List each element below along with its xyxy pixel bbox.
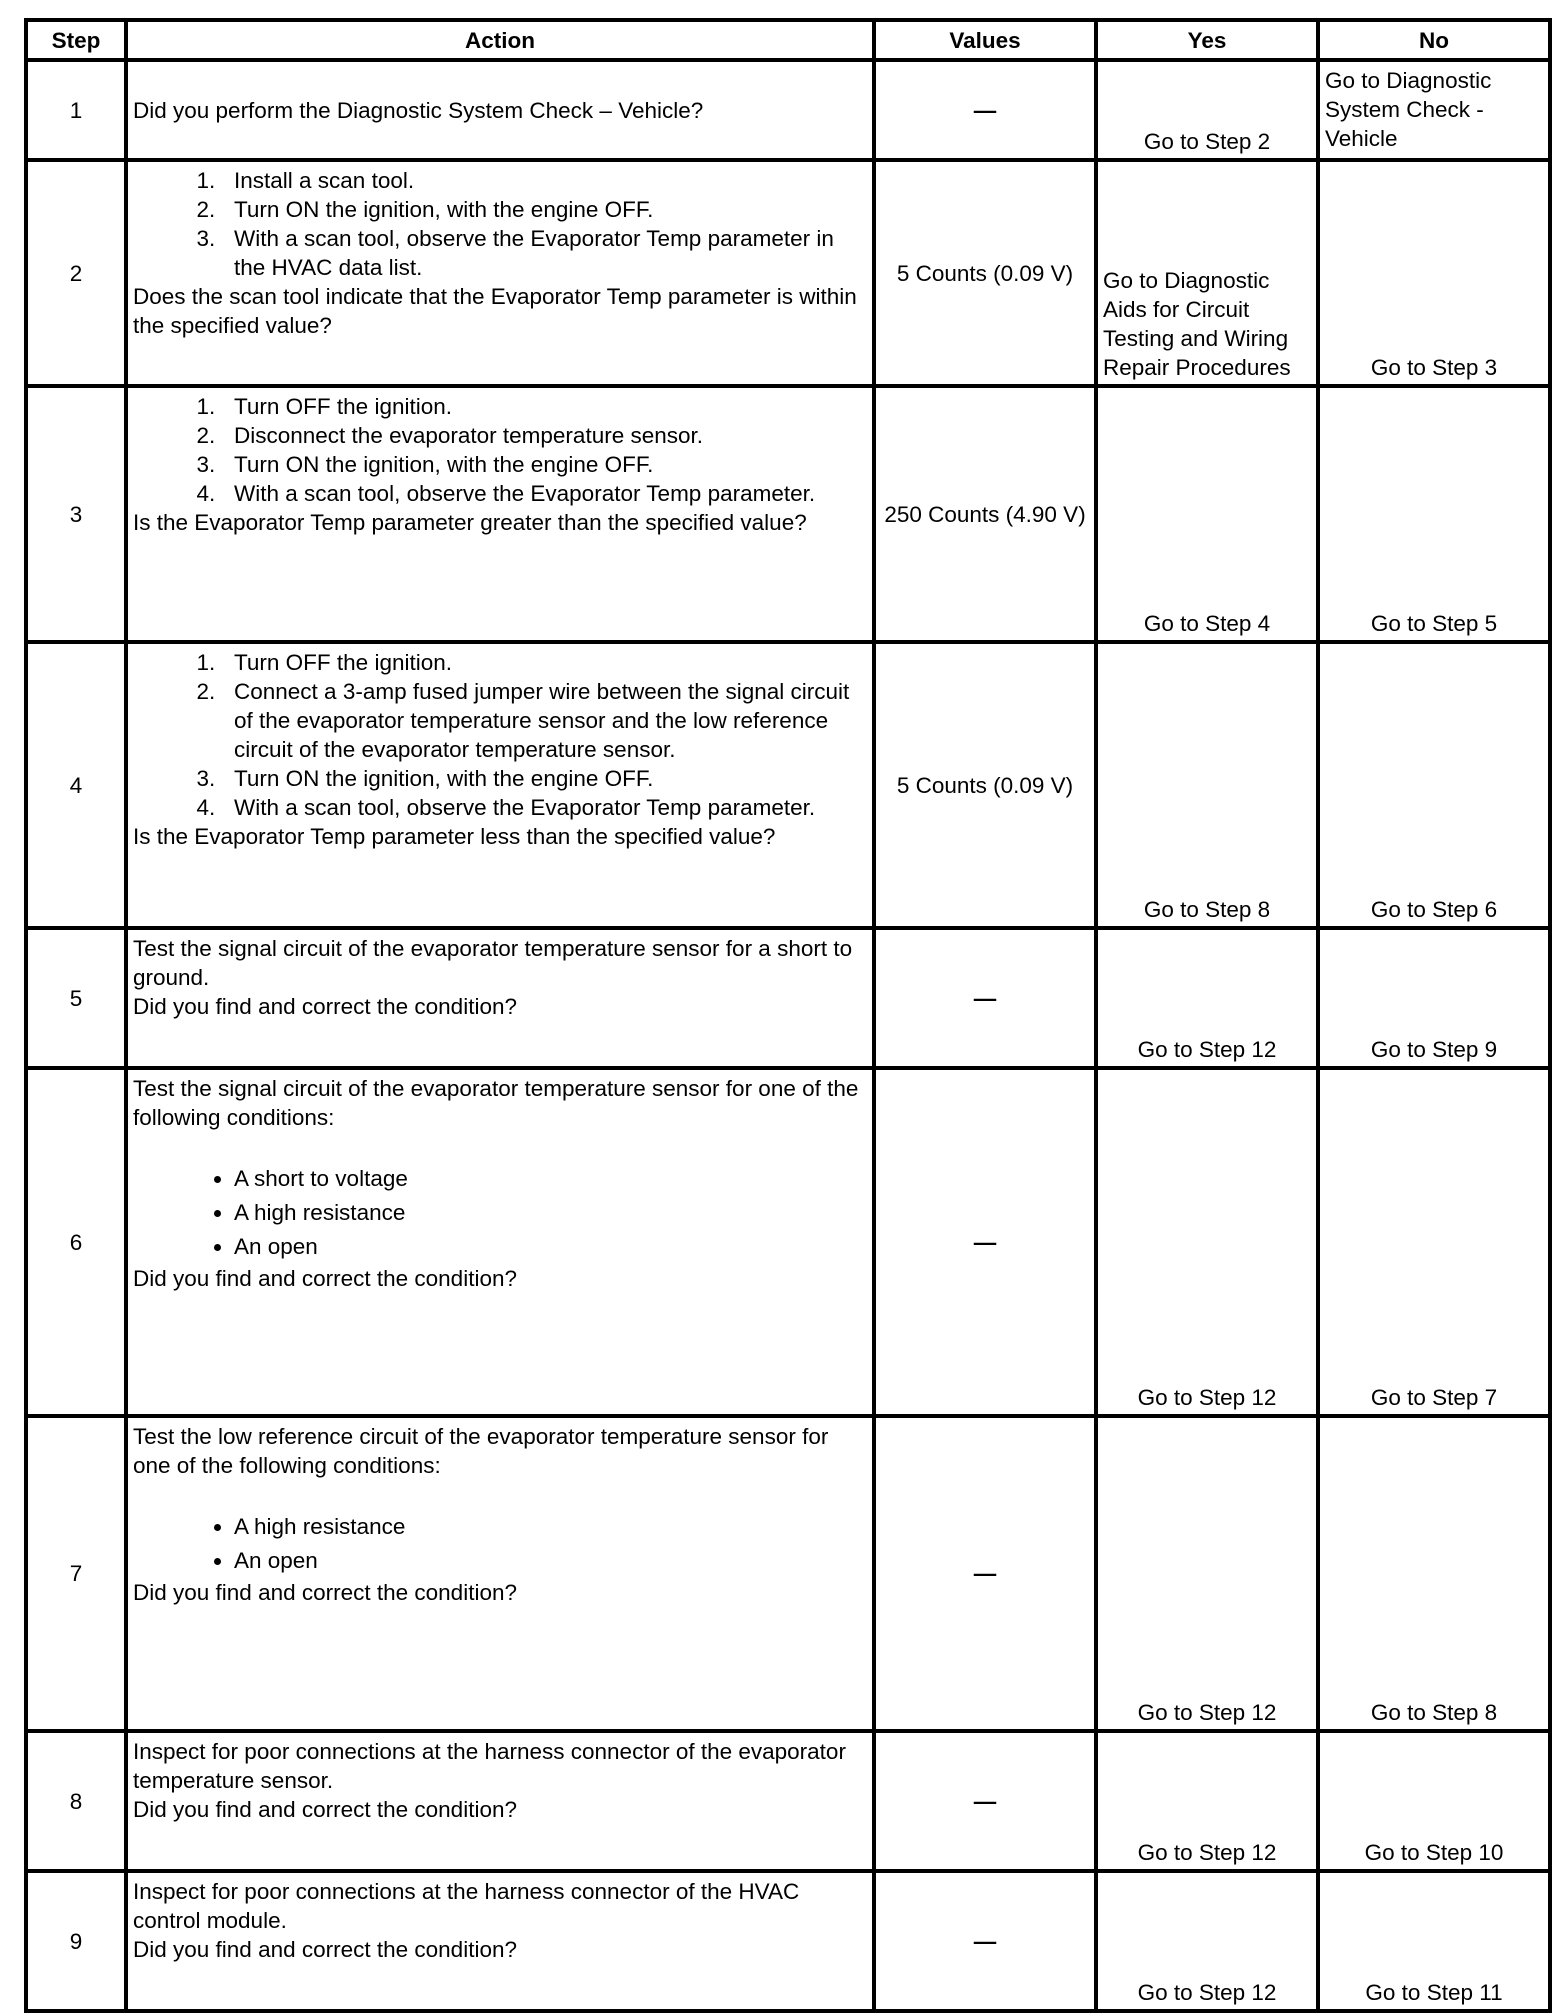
value-text: — [973, 1561, 997, 1586]
no-cell [1318, 1068, 1550, 1416]
no-cell [1318, 160, 1550, 386]
yes-cell [1096, 928, 1318, 1068]
condition-item: • A short to voltage [234, 1162, 867, 1196]
action-step-item: 1. Turn OFF the ignition. [234, 392, 867, 421]
no-link[interactable]: Go to Step 10 [1364, 1840, 1504, 1865]
value-cell [874, 1871, 1096, 2011]
value-cell [874, 642, 1096, 928]
action-step-item: 4. With a scan tool, observe the Evaporator Temp parameter. [234, 793, 867, 822]
action-question: Does the scan tool indicate that the Evaporator Temp parameter is within the specified value? [133, 284, 857, 338]
action-intro: Inspect for poor connections at the harness connector of the HVAC control module. [133, 1879, 800, 1933]
action-question: Did you find and correct the condition? [133, 1580, 517, 1605]
action-steps [133, 392, 867, 508]
no-link[interactable]: Go to Diagnostic System Check - Vehicle [1325, 68, 1492, 151]
value-cell [874, 1731, 1096, 1871]
action-question: Is the Evaporator Temp parameter less than the specified value? [133, 824, 776, 849]
action-step-item: 4. With a scan tool, observe the Evaporator Temp parameter. [234, 479, 867, 508]
header-no: No [1318, 20, 1550, 60]
yes-link[interactable]: Go to Diagnostic Aids for Circuit Testing and Wiring Repair Procedures [1103, 268, 1291, 380]
step-number: 6 [26, 1068, 126, 1416]
yes-link[interactable]: Go to Step 12 [1137, 1840, 1277, 1865]
action-intro: Test the signal circuit of the evaporator temperature sensor for a short to ground. [133, 936, 853, 990]
step-number: 4 [26, 642, 126, 928]
no-cell [1318, 1871, 1550, 2011]
no-link[interactable]: Go to Step 5 [1370, 611, 1498, 636]
value-text: — [973, 1229, 997, 1255]
no-cell [1318, 1731, 1550, 1871]
header-step: Step [26, 20, 126, 60]
yes-link[interactable]: Go to Step 12 [1137, 1980, 1277, 2005]
header-values: Values [874, 20, 1096, 60]
no-link[interactable]: Go to Step 11 [1365, 1980, 1503, 2005]
no-cell [1318, 1416, 1550, 1731]
condition-list [133, 1510, 867, 1578]
table-row-step-6 [26, 1068, 1550, 1416]
action-intro: Inspect for poor connections at the harness connector of the evaporator temperature sensor. [133, 1739, 846, 1793]
action-step-item: 2. Disconnect the evaporator temperature sensor. [234, 421, 867, 450]
yes-cell [1096, 642, 1318, 928]
table-row-step-3 [26, 386, 1550, 642]
no-link[interactable]: Go to Step 3 [1370, 355, 1498, 380]
no-cell [1318, 928, 1550, 1068]
step-number: 5 [26, 928, 126, 1068]
value-text: 5 Counts (0.09 V) [896, 772, 1074, 798]
step-number: 8 [26, 1731, 126, 1871]
header-yes: Yes [1096, 20, 1318, 60]
yes-link[interactable]: Go to Step 2 [1143, 129, 1271, 154]
action-cell [126, 1731, 874, 1871]
condition-item: • A high resistance [234, 1196, 867, 1230]
action-cell [126, 386, 874, 642]
action-intro: Test the signal circuit of the evaporator temperature sensor for one of the following conditions: [133, 1076, 859, 1130]
action-cell [126, 1416, 874, 1731]
step-number: 7 [26, 1416, 126, 1731]
condition-item: • An open [234, 1230, 867, 1264]
yes-link[interactable]: Go to Step 12 [1137, 1700, 1277, 1725]
yes-cell [1096, 1871, 1318, 2011]
step-number: 9 [26, 1871, 126, 2011]
yes-link[interactable]: Go to Step 4 [1143, 611, 1271, 636]
action-step-item: 2. Turn ON the ignition, with the engine OFF. [234, 195, 867, 224]
value-cell [874, 386, 1096, 642]
table-row-step-5 [26, 928, 1550, 1068]
action-cell [126, 642, 874, 928]
yes-cell [1096, 1416, 1318, 1731]
no-link[interactable]: Go to Step 6 [1370, 897, 1498, 922]
no-cell [1318, 386, 1550, 642]
yes-link[interactable]: Go to Step 12 [1137, 1385, 1277, 1410]
action-step-item: 1. Turn OFF the ignition. [234, 648, 867, 677]
no-cell [1318, 60, 1550, 160]
diagnostic-table [24, 18, 1552, 2013]
action-question: Is the Evaporator Temp parameter greater than the specified value? [133, 510, 807, 535]
header-action: Action [126, 20, 874, 60]
yes-link[interactable]: Go to Step 12 [1137, 1037, 1277, 1062]
value-cell [874, 1416, 1096, 1731]
action-cell [126, 1068, 874, 1416]
table-row-step-8 [26, 1731, 1550, 1871]
action-steps [133, 648, 867, 822]
step-number: 1 [26, 60, 126, 160]
yes-link[interactable]: Go to Step 8 [1143, 897, 1271, 922]
action-cell [126, 928, 874, 1068]
action-cell [126, 160, 874, 386]
action-step-item: 2. Connect a 3-amp fused jumper wire between the signal circuit of the evaporator temperature sensor and the low reference circuit of the evaporator temperature sensor. [234, 677, 867, 764]
value-cell [874, 1068, 1096, 1416]
value-cell [874, 60, 1096, 160]
action-intro: Test the low reference circuit of the evaporator temperature sensor for one of the following conditions: [133, 1424, 829, 1478]
action-cell [126, 60, 874, 160]
action-text: Did you perform the Diagnostic System Check – Vehicle? [133, 97, 704, 123]
value-text: — [973, 985, 997, 1011]
step-number: 2 [26, 160, 126, 386]
yes-cell [1096, 160, 1318, 386]
value-text: — [973, 97, 997, 123]
action-cell [126, 1871, 874, 2011]
step-number: 3 [26, 386, 126, 642]
value-text: — [973, 1928, 997, 1954]
condition-list [133, 1162, 867, 1264]
action-question: Did you find and correct the condition? [133, 1266, 517, 1291]
yes-cell [1096, 60, 1318, 160]
table-row-step-4 [26, 642, 1550, 928]
header-row [26, 20, 1550, 60]
value-cell [874, 928, 1096, 1068]
yes-cell [1096, 1068, 1318, 1416]
no-cell [1318, 642, 1550, 928]
table-row-step-7 [26, 1416, 1550, 1731]
yes-cell [1096, 1731, 1318, 1871]
value-cell [874, 160, 1096, 386]
action-steps [133, 166, 867, 282]
condition-item: • An open [234, 1544, 867, 1578]
table-row-step-2 [26, 160, 1550, 386]
condition-item: • A high resistance [234, 1510, 867, 1544]
action-step-item: 1. Install a scan tool. [234, 166, 867, 195]
yes-cell [1096, 386, 1318, 642]
no-link[interactable]: Go to Step 7 [1370, 1385, 1498, 1410]
value-text: 250 Counts (4.90 V) [884, 501, 1086, 527]
value-text: — [973, 1788, 997, 1814]
action-step-item: 3. With a scan tool, observe the Evaporator Temp parameter in the HVAC data list. [234, 224, 867, 282]
no-link[interactable]: Go to Step 8 [1370, 1700, 1498, 1725]
no-link[interactable]: Go to Step 9 [1370, 1037, 1498, 1062]
action-question: Did you find and correct the condition? [133, 1797, 517, 1822]
action-step-item: 3. Turn ON the ignition, with the engine OFF. [234, 764, 867, 793]
action-question: Did you find and correct the condition? [133, 994, 517, 1019]
value-text: 5 Counts (0.09 V) [896, 260, 1074, 286]
table-row-step-9 [26, 1871, 1550, 2011]
action-step-item: 3. Turn ON the ignition, with the engine OFF. [234, 450, 867, 479]
action-question: Did you find and correct the condition? [133, 1937, 517, 1962]
table-row-step-1 [26, 60, 1550, 160]
